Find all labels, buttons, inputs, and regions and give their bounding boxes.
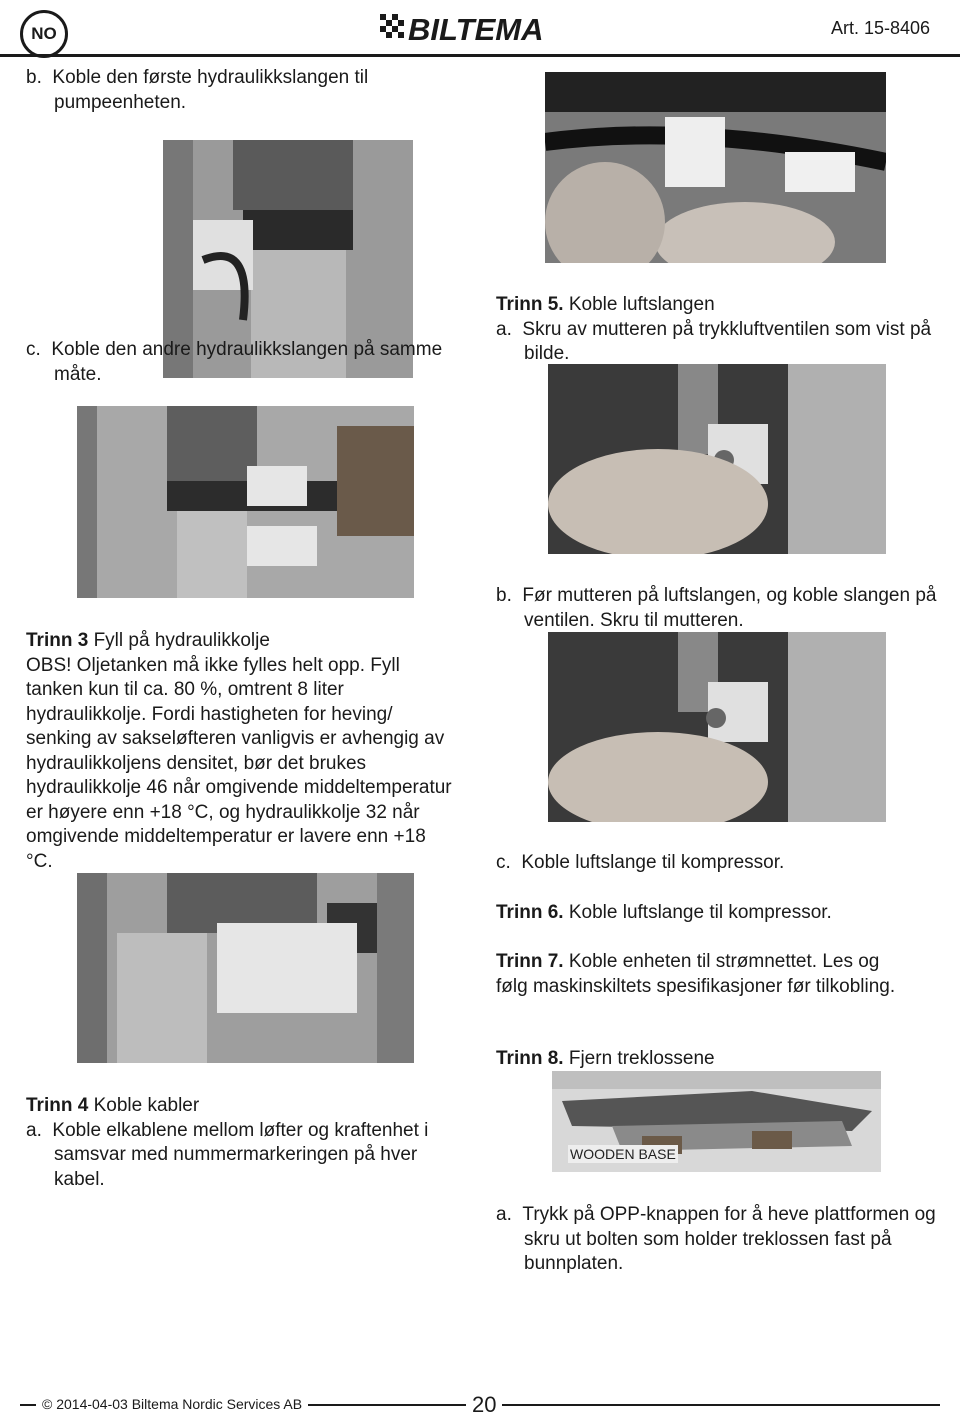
language-code: NO <box>31 24 57 43</box>
biltema-logo <box>380 12 584 44</box>
step5-heading <box>496 293 936 318</box>
step5-b-marker: b. <box>496 585 512 606</box>
step6 <box>496 901 936 926</box>
wooden-base-label: WOODEN BASE <box>570 1146 676 1162</box>
step4-a-text: Koble elkablene mellom løfter og kraftenhet i samsvar med nummermarkeringen på hver kabel. <box>52 1119 429 1190</box>
step3 <box>26 629 456 874</box>
page-number: 20 <box>466 1392 502 1418</box>
step2-c <box>26 338 464 387</box>
step5-title: Koble luftslangen <box>568 294 715 315</box>
svg-text:BILTEMA: BILTEMA <box>408 12 544 44</box>
step2-b-marker: b. <box>26 67 42 88</box>
step5 <box>496 293 936 367</box>
step5-b <box>496 584 954 633</box>
footer-copyright: © 2014-04-03 Biltema Nordic Services AB <box>36 1396 308 1412</box>
step4-a <box>26 1119 466 1193</box>
step8-a <box>496 1203 954 1277</box>
step5-c <box>496 851 954 876</box>
step7 <box>496 950 916 999</box>
step8-text: Fjern treklossene <box>568 1048 715 1069</box>
step2-b <box>26 66 494 115</box>
step4 <box>26 1094 466 1192</box>
step3-heading <box>26 629 456 654</box>
photo-air-valve-2 <box>548 632 886 822</box>
step8 <box>496 1047 936 1072</box>
step4-heading <box>26 1094 466 1119</box>
step3-label: Trinn 3 <box>26 630 89 651</box>
step7-label: Trinn 7. <box>496 951 564 972</box>
step5-a-text: Skru av mutteren på trykkluftventilen som vist på bilde. <box>522 318 932 364</box>
step8-label: Trinn 8. <box>496 1048 564 1069</box>
step6-label: Trinn 6. <box>496 902 564 923</box>
language-badge <box>20 10 68 58</box>
step5-b-text: Før mutteren på luftslangen, og koble slangen på ventilen. Skru til mutteren. <box>522 585 937 631</box>
photo-pump-hose-2 <box>77 406 414 598</box>
step5-label: Trinn 5. <box>496 294 564 315</box>
step2-c-text: Koble den andre hydraulikkslangen på samme måte. <box>51 339 443 385</box>
step2-b-text: Koble den første hydraulikkslangen til pumpeenheten. <box>52 67 369 113</box>
photo-oil-fill <box>77 873 414 1063</box>
step8-a-text: Trykk på OPP-knappen for å heve plattformen og skru ut bolten som holder treklossen fast på bunnplaten. <box>522 1204 936 1274</box>
step5-c-text: Koble luftslange til kompressor. <box>521 852 785 873</box>
article-number: Art. 15-8406 <box>830 18 930 38</box>
step4-label: Trinn 4 <box>26 1095 89 1116</box>
step5-a <box>496 318 936 367</box>
photo-air-valve-1 <box>548 364 886 554</box>
step2-c-marker: c. <box>26 339 41 360</box>
photo-cable-markers <box>545 72 886 263</box>
step8-a-marker: a. <box>496 1204 512 1225</box>
step3-title: Fyll på hydraulikkolje <box>93 630 270 651</box>
step7-text: Koble enheten til strømnettet. Les og følg maskinskiltets spesifikasjoner før tilkobling. <box>496 951 896 997</box>
step6-text: Koble luftslange til kompressor. <box>568 902 832 923</box>
step4-a-marker: a. <box>26 1119 42 1141</box>
step5-a-marker: a. <box>496 318 512 340</box>
step3-body: OBS! Oljetanken må ikke fylles helt opp. Fyll tanken kun til ca. 80 %, omtrent 8 liter hydraulikkolje. Fordi hastigheten for heving/ senking av sakseløfteren vanligvis er avhengig av hydraulikkoljens densitet, bør det brukes hydraulikkolje 46 når omgivende middeltemperatur er høyere enn +18 °C, og hydraulikkolje 32 når omgivende middeltemperatur er lavere enn +18 °C. <box>26 654 452 872</box>
step4-title: Koble kabler <box>93 1095 200 1116</box>
header-rule <box>0 54 960 57</box>
step5-c-marker: c. <box>496 852 511 873</box>
